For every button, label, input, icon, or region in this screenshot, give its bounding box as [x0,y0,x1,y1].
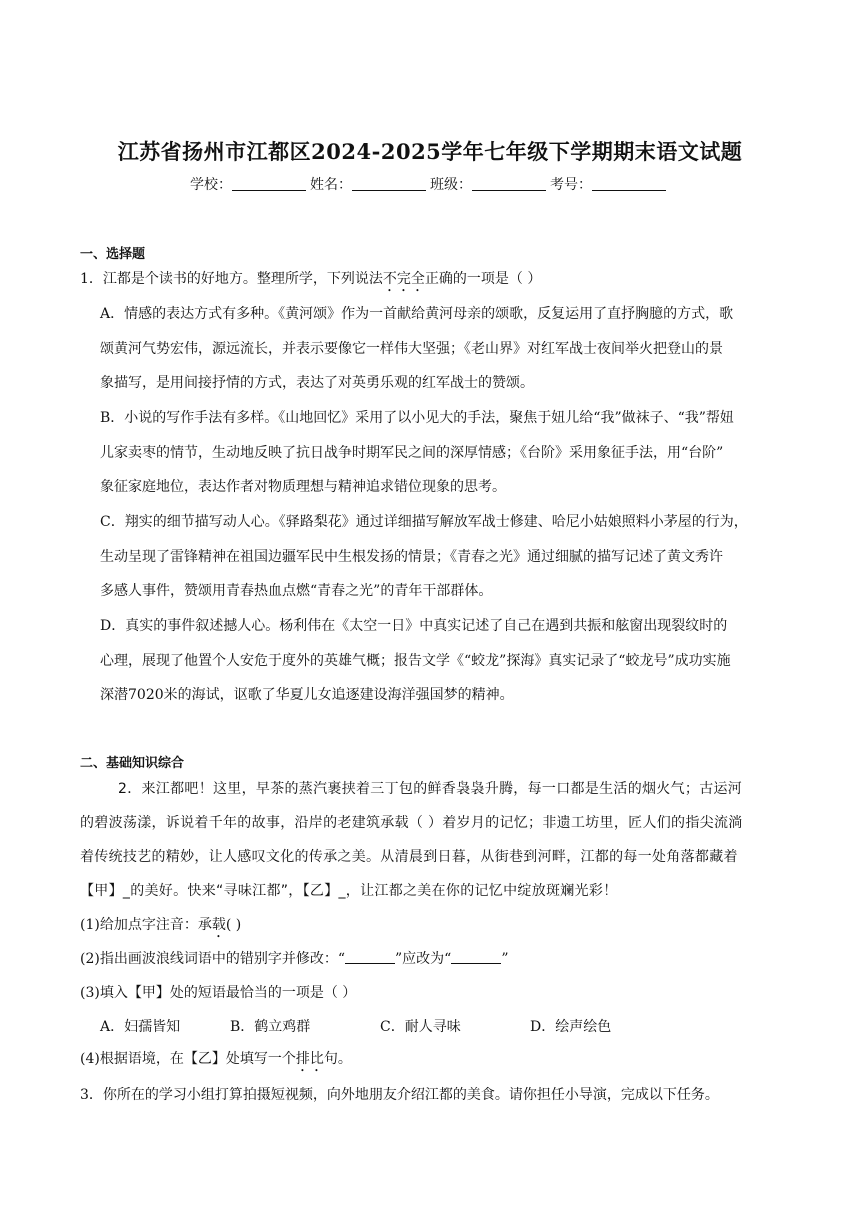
q1-option-d-line3: 深潜7020米的海试，讴歌了华夏儿女追逐建设海洋强国梦的精神。 [100,687,514,703]
q2-sub2-blank-correct[interactable] [451,951,501,964]
q1-option-b-line1: B．小说的写作手法有多样。《山地回忆》采用了以小见大的手法，聚焦于妞儿给“我”做袜子、“我”帮妞 [100,410,734,426]
q2-sub1-dotted: 载 [211,917,226,933]
q1-option-d-line1: D．真实的事件叙述撼人心。杨利伟在《太空一日》中真实记述了自己在遇到共振和舷窗出现裂纹时的 [100,618,728,634]
q1-option-b-line2: 儿家卖枣的情节，生动地反映了抗日战争时期军民之间的深厚情感；《台阶》采用象征手法，用“台阶” [100,445,724,461]
choice-d[interactable]: D．绘声绘色 [530,1019,612,1035]
page-title: 江苏省扬州市江都区2024-2025学年七年级下学期期末语文试题 [117,139,743,164]
q1-stem-dotted: 不完全 [382,271,425,287]
q1-option-c-line3: 多感人事件，赞颂用青春热血点燃“青春之光”的青年干部群体。 [100,583,493,599]
q2-sub4-text: (4)根据语境，在【乙】处填写一个 [80,1051,296,1067]
q2-passage-line1: 2．来江都吧！这里，早茶的蒸汽裹挟着三丁包的鲜香袅袅升腾，每一口都是生活的烟火气；古运河 [118,781,743,797]
choice-a[interactable]: A．妇孺皆知 [100,1019,181,1035]
q2-sub2-tail: ” [501,951,509,967]
q2-passage-line3: 着传统技艺的精妙，让人感叹文化的传承之美。从清晨到日暮，从街巷到河畔，江都的每一处角落都藏着 [80,849,738,865]
choice-b[interactable]: B．鹤立鸡群 [230,1019,311,1035]
q2-sub4 [80,1048,352,1075]
choice-c[interactable]: C．耐人寻味 [380,1019,461,1035]
q1-option-c-line2: 生动呈现了雷锋精神在祖国边疆军民中生根发扬的情景；《青春之光》通过细腻的描写记述了黄文秀许 [100,549,723,565]
q2-passage-line4: 【甲】_的美好。快来“寻味江都”，【乙】_，让江都之美在你的记忆中绽放斑斓光彩！ [80,883,618,899]
school-label: 学校： [190,177,232,193]
exam-no-blank[interactable] [592,176,666,191]
name-blank[interactable] [352,176,426,191]
q1-option-a-line1: A．情感的表达方式有多种。《黄河颂》作为一首献给黄河母亲的颂歌，反复运用了直抒胸臆的方式，歌 [100,306,734,322]
class-blank[interactable] [472,176,546,191]
section-heading-choice: 一、选择题 [80,247,146,262]
q1-option-c-line1: C．翔实的细节描写动人心。《驿路梨花》通过详细描写解放军战士修建、哈尼小姑娘照料小茅屋的行为， [100,514,748,530]
exam-no-label: 考号： [550,177,592,193]
q2-sub2 [80,948,509,968]
q2-sub4-dotted: 排比 [295,1051,324,1067]
q1-option-a-line2: 颂黄河气势宏伟，源远流长，并表示要像它一样伟大坚强；《老山界》对红军战士夜间举火把登山的景 [100,341,723,357]
q1-option-b-line3: 象征家庭地位，表达作者对物质理想与精神追求错位现象的思考。 [100,479,506,495]
q1-stem [80,268,541,295]
school-blank[interactable] [232,176,306,191]
q2-sub2-blank-wrong[interactable] [345,951,395,964]
section-heading-basic: 二、基础知识综合 [80,756,185,771]
q2-sub3: (3)填入【甲】处的短语最恰当的一项是（ ） [80,985,357,1001]
q2-sub1 [80,914,241,941]
q1-option-d-line2: 心理，展现了他置个人安危于度外的英雄气概；报告文学《“蛟龙”探海》真实记录了“蛟龙号”成功实施 [100,653,731,669]
q1-option-a-line3: 象描写，是用间接抒情的方式，表达了对英勇乐观的红军战士的赞颂。 [100,375,534,391]
q2-passage-line2: 的碧波荡漾，诉说着千年的故事，沿岸的老建筑承载（ ）着岁月的记忆；非遗工坊里，匠人们的指尖流淌 [80,815,743,831]
q1-stem-text: 1．江都是个读书的好地方。整理所学，下列说法 [80,271,383,287]
q2-sub1-text: (1)给加点字注音：承 [80,917,212,933]
q2-sub1-answer: ( ) [225,917,242,933]
q2-sub4-tail: 句。 [323,1051,352,1067]
q2-sub2-text: (2)指出画波浪线词语中的错别字并修改：“ [80,951,345,967]
class-label: 班级： [430,177,472,193]
q3-stem: 3．你所在的学习小组打算拍摄短视频，向外地朋友介绍江都的美食。请你担任小导演，完成以下任务。 [80,1087,719,1103]
q2-sub2-mid: ”应改为“ [395,951,452,967]
student-info-line [0,174,860,194]
q1-stem-tail: 正确的一项是（ ） [424,271,542,287]
name-label: 姓名： [310,177,352,193]
